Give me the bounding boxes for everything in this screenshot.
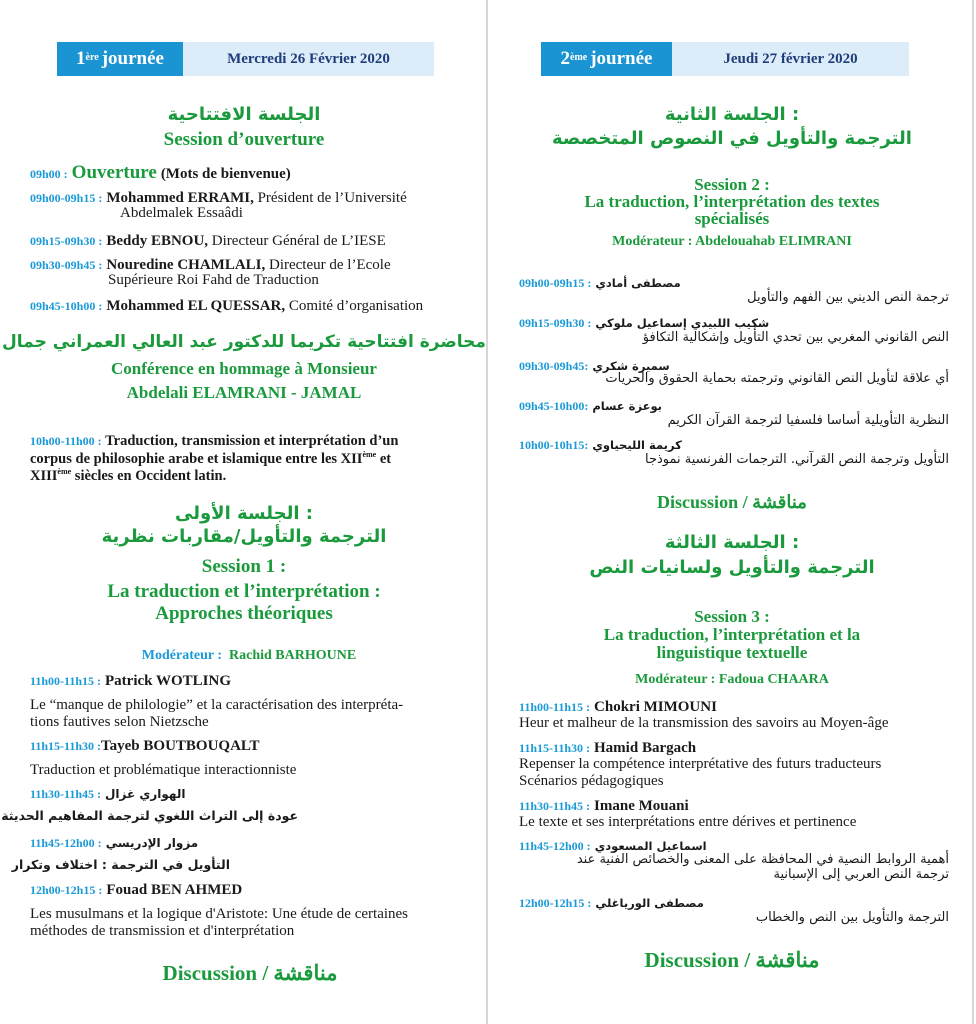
speaker-name: Imane Mouani	[594, 798, 689, 814]
session3-subtitle-2: linguistique textuelle	[656, 643, 808, 662]
talk-title: عودة إلى التراث اللغوي لترجمة المفاهيم الحديثة	[1, 808, 298, 823]
talk-title: Heur et malheur de la transmission des savoirs au Moyen-âge	[519, 715, 889, 731]
session1-subtitle-2: Approches théoriques	[155, 603, 333, 624]
day1-date: Mercredi 26 Février 2020	[227, 50, 390, 67]
talk-title: Les musulmans et la logique d'Aristote: Une étude de certaines	[30, 906, 409, 922]
discussion-heading: Discussion / مناقشة	[644, 948, 820, 972]
talk-title: النظرية التأويلية أساسا فلسفيا لترجمة القرآن الكريم	[667, 413, 949, 428]
speaker-name: شكيب اللبيدي إسماعيل ملوكي	[595, 316, 770, 330]
speaker-name: سميرة شكري	[592, 359, 670, 373]
session2-subtitle-2: spécialisés	[694, 209, 770, 228]
lecture-line2: corpus de philosophie arabe et islamique entre les XIIème et	[30, 450, 392, 467]
talk-item: 12h00-12h15 : Fouad BEN AHMED	[30, 882, 243, 898]
schedule-item: 09h45-10h00 : Mohammed EL QUESSAR, Comité d’organisation	[30, 298, 424, 314]
schedule-item-role: Supérieure Roi Fahd de Traduction	[108, 272, 319, 288]
session1-subtitle: La traduction et l’interprétation :	[107, 581, 381, 602]
session3-moderator: Modérateur : Fadoua CHAARA	[635, 672, 829, 687]
talk-item: 11h15-11h30 :Tayeb BOUTBOUQALT	[30, 738, 260, 754]
opening-title-fr: Session d’ouverture	[163, 129, 325, 150]
talk-time: 12h00-12h15 :	[519, 896, 592, 910]
talk-title: Traduction et problématique interactionniste	[30, 762, 297, 778]
talk-time: 09h00-09h15 :	[519, 276, 592, 290]
lecture-line3: XIIIème siècles en Occident latin.	[30, 467, 227, 484]
talk-time: 10h00-10h15:	[519, 438, 589, 452]
session1-subtitle-ar: الترجمة والتأويل/مقاربات نظرية	[101, 526, 387, 547]
talk-item	[519, 698, 717, 716]
session1-moderator: Modérateur : Rachid BARHOUNE	[141, 648, 357, 663]
speaker-name: Hamid Bargach	[594, 740, 697, 756]
session2-title-ar: الجلسة الثانية :	[664, 104, 800, 125]
talk-title: التأويل في الترجمة : اختلاف وتكرار	[11, 857, 230, 872]
discussion-heading: Discussion / مناقشة	[162, 961, 338, 985]
session3-subtitle: La traduction, l’interprétation et la	[603, 625, 861, 644]
day1-header	[57, 42, 434, 76]
talk-time: 11h00-11h15 :	[519, 700, 591, 714]
discussion-heading: Discussion / مناقشة	[657, 492, 807, 512]
talk-title: الترجمة والتأويل بين النص والخطاب	[755, 910, 949, 925]
talk-title: tions fautives selon Nietzsche	[30, 714, 209, 730]
talk-item: 11h00-11h15 : Patrick WOTLING	[30, 673, 231, 689]
session2-moderator: Modérateur : Abdelouahab ELIMRANI	[612, 234, 852, 249]
opening-title-ar: الجلسة الافتتاحية	[167, 104, 321, 125]
talk-time: 09h45-10h00:	[519, 399, 589, 413]
talk-time: 09h15-09h30 :	[519, 316, 592, 330]
talk-title: Le “manque de philologie” et la caractérisation des interpréta-	[30, 697, 404, 713]
conference-title-fr: Conférence en hommage à Monsieur	[111, 359, 377, 378]
talk-title: التأويل وترجمة النص القرآني. الترجمات الفرنسية نموذجا	[644, 452, 949, 467]
talk-title: ترجمة النص الديني بين الفهم والتأويل	[747, 290, 949, 305]
opening-line: 09h00 : Ouverture (Mots de bienvenue)	[30, 162, 291, 183]
talk-time: 09h30-09h45:	[519, 359, 589, 373]
talk-item	[519, 797, 689, 815]
talk-item: 11h30-11h45 : الهواري غزال	[30, 787, 186, 801]
talk-time: 11h45-12h00 :	[519, 839, 591, 853]
talk-title: أهمية الروابط النصية في المحافظة على المعنى والخصائص الفنية عند	[576, 852, 949, 867]
day2-header	[541, 42, 909, 76]
talk-title: Scénarios pédagogiques	[519, 773, 664, 789]
speaker-name: بوعزة عسام	[592, 399, 662, 413]
talk-title: ترجمة النص العربي إلى الإسبانية	[773, 867, 949, 882]
lecture-line1: 10h00-11h00 : Traduction, transmission et interprétation d’un	[30, 433, 399, 449]
session3-subtitle-ar: الترجمة والتأويل ولسانيات النص	[589, 557, 875, 578]
speaker-name: مصطفى الورياغلي	[595, 896, 704, 910]
talk-title: Le texte et ses interprétations entre dérives et pertinence	[519, 814, 857, 830]
day1-label: 1 $^{ère}$ journée	[57, 42, 183, 76]
schedule-item-role: Abdelmalek Essaâdi	[120, 205, 243, 221]
session2-title: Session 2 :	[694, 175, 770, 194]
speaker-name: مصطفى أمادي	[595, 276, 681, 290]
session2-subtitle: La traduction, l’interprétation des textes	[584, 192, 880, 211]
conference-honoree: Abdelali ELAMRANI - JAMAL	[126, 383, 362, 402]
conference-title-ar: محاضرة افتتاحية تكريما للدكتور عبد العالي العمراني جمال	[2, 332, 486, 352]
talk-time: 11h15-11h30 :	[519, 741, 591, 755]
session3-title-ar: الجلسة الثالثة :	[664, 532, 800, 553]
talk-time: 11h30-11h45 :	[519, 799, 591, 813]
talk-title: Repenser la compétence interprétative des futurs traducteurs	[519, 756, 882, 772]
day2-label: 2 $^{ème}$ journée	[541, 42, 672, 76]
schedule-item: 09h30-09h45 : Nouredine CHAMLALI, Directeur de l’Ecole	[30, 257, 391, 273]
speaker-name: كريمة الليحياوي	[592, 438, 682, 452]
day2-date: Jeudi 27 février 2020	[723, 50, 858, 67]
session1-title-ar: الجلسة الأولى :	[175, 503, 313, 524]
schedule-item: 09h15-09h30 : Beddy EBNOU, Directeur Général de L’IESE	[30, 233, 386, 249]
session3-title: Session 3 :	[694, 607, 770, 626]
talk-title: méthodes de transmission et d'interprétation	[30, 923, 295, 939]
speaker-name: اسماعيل المسعودي	[594, 839, 707, 853]
talk-item: 11h45-12h00 : مزوار الإدريسي	[30, 836, 199, 850]
talk-title: النص القانوني المغربي بين تحدي التأويل وإشكالية التكافؤ	[642, 330, 949, 345]
talk-item	[519, 739, 696, 757]
schedule-item: 09h00-09h15 : Mohammed ERRAMI, Président de l’Université	[30, 190, 407, 206]
speaker-name: Chokri MIMOUNI	[594, 699, 717, 715]
talk-title: أي علاقة لتأويل النص القانوني وترجمته بحماية الحقوق والحريات	[605, 371, 949, 386]
session2-subtitle-ar: الترجمة والتأويل في النصوص المتخصصة	[552, 128, 912, 149]
session1-title: Session 1 :	[201, 556, 287, 577]
